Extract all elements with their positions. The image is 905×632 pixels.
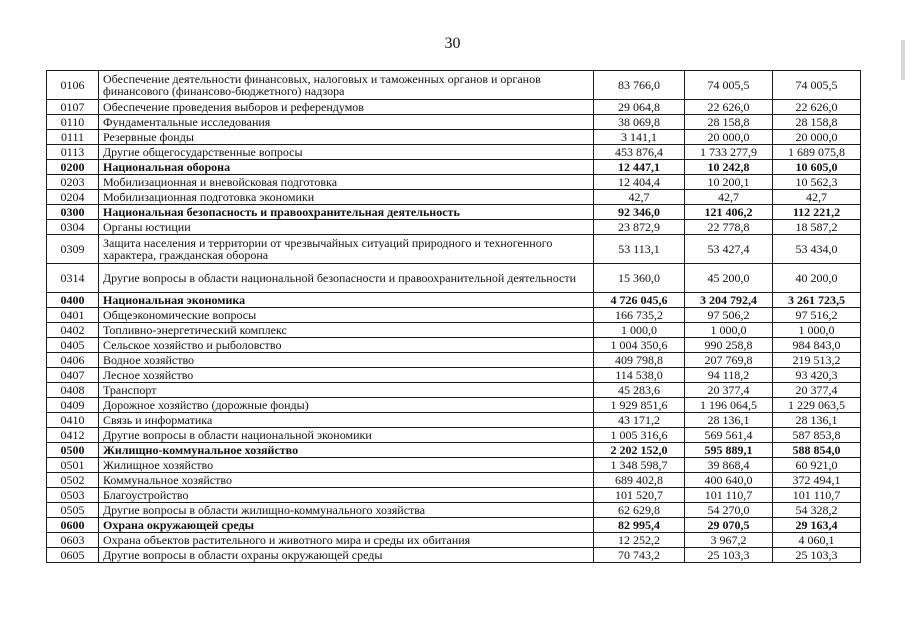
row-value-3: 372 494,1 [773, 473, 861, 488]
table-row [47, 458, 861, 473]
row-value-2: 595 889,1 [685, 443, 773, 458]
row-value-1: 114 538,0 [594, 368, 685, 383]
table-row [47, 264, 861, 293]
row-code: 0113 [47, 145, 99, 160]
row-value-3: 101 110,7 [773, 488, 861, 503]
table-row [47, 428, 861, 443]
row-value-3: 74 005,5 [773, 71, 861, 100]
row-name: Охрана объектов растительного и животного мира и среды их обитания [99, 533, 594, 548]
row-value-1: 92 346,0 [594, 205, 685, 220]
row-code: 0110 [47, 115, 99, 130]
row-value-2: 25 103,3 [685, 548, 773, 563]
row-code: 0410 [47, 413, 99, 428]
table-row [47, 548, 861, 563]
row-value-3: 18 587,2 [773, 220, 861, 235]
row-value-2: 1 733 277,9 [685, 145, 773, 160]
table-row [47, 488, 861, 503]
row-value-3: 93 420,3 [773, 368, 861, 383]
row-code: 0401 [47, 308, 99, 323]
row-value-2: 3 204 792,4 [685, 293, 773, 308]
row-code: 0605 [47, 548, 99, 563]
table-row [47, 205, 861, 220]
row-value-3: 3 261 723,5 [773, 293, 861, 308]
row-code: 0408 [47, 383, 99, 398]
row-name: Лесное хозяйство [99, 368, 594, 383]
table-row [47, 293, 861, 308]
page-edge-shadow [901, 40, 905, 80]
row-value-3: 10 605,0 [773, 160, 861, 175]
row-value-1: 1 004 350,6 [594, 338, 685, 353]
row-value-1: 23 872,9 [594, 220, 685, 235]
row-code: 0200 [47, 160, 99, 175]
row-value-1: 42,7 [594, 190, 685, 205]
row-value-3: 219 513,2 [773, 353, 861, 368]
budget-table [46, 70, 861, 563]
table-row [47, 175, 861, 190]
row-value-1: 53 113,1 [594, 235, 685, 264]
row-value-3: 54 328,2 [773, 503, 861, 518]
row-value-1: 70 743,2 [594, 548, 685, 563]
row-value-1: 12 252,2 [594, 533, 685, 548]
row-value-2: 53 427,4 [685, 235, 773, 264]
row-name: Другие общегосударственные вопросы [99, 145, 594, 160]
row-name: Мобилизационная подготовка экономики [99, 190, 594, 205]
row-value-3: 10 562,3 [773, 175, 861, 190]
row-value-2: 10 242,8 [685, 160, 773, 175]
row-code: 0400 [47, 293, 99, 308]
row-name: Обеспечение проведения выборов и референдумов [99, 100, 594, 115]
row-name: Дорожное хозяйство (дорожные фонды) [99, 398, 594, 413]
row-value-3: 20 377,4 [773, 383, 861, 398]
row-name: Национальная оборона [99, 160, 594, 175]
row-value-2: 28 158,8 [685, 115, 773, 130]
row-name: Сельское хозяйство и рыболовство [99, 338, 594, 353]
table-row [47, 518, 861, 533]
row-value-2: 207 769,8 [685, 353, 773, 368]
row-value-3: 1 000,0 [773, 323, 861, 338]
table-row [47, 533, 861, 548]
row-code: 0402 [47, 323, 99, 338]
row-code: 0111 [47, 130, 99, 145]
row-value-1: 166 735,2 [594, 308, 685, 323]
row-value-1: 2 202 152,0 [594, 443, 685, 458]
row-name: Охрана окружающей среды [99, 518, 594, 533]
row-code: 0300 [47, 205, 99, 220]
row-code: 0106 [47, 71, 99, 100]
row-value-1: 62 629,8 [594, 503, 685, 518]
row-value-3: 60 921,0 [773, 458, 861, 473]
row-value-3: 42,7 [773, 190, 861, 205]
table-row [47, 383, 861, 398]
table-row [47, 503, 861, 518]
row-value-3: 53 434,0 [773, 235, 861, 264]
row-code: 0314 [47, 264, 99, 293]
row-code: 0309 [47, 235, 99, 264]
row-value-3: 984 843,0 [773, 338, 861, 353]
row-name: Жилищное хозяйство [99, 458, 594, 473]
row-code: 0500 [47, 443, 99, 458]
row-code: 0407 [47, 368, 99, 383]
row-value-2: 569 561,4 [685, 428, 773, 443]
row-value-1: 45 283,6 [594, 383, 685, 398]
row-value-1: 3 141,1 [594, 130, 685, 145]
table-row [47, 115, 861, 130]
row-name: Другие вопросы в области жилищно-коммунального хозяйства [99, 503, 594, 518]
row-value-1: 1 000,0 [594, 323, 685, 338]
row-value-2: 94 118,2 [685, 368, 773, 383]
row-value-2: 45 200,0 [685, 264, 773, 293]
row-value-1: 101 520,7 [594, 488, 685, 503]
row-name: Топливно-энергетический комплекс [99, 323, 594, 338]
table-row [47, 130, 861, 145]
row-value-3: 28 136,1 [773, 413, 861, 428]
row-name: Другие вопросы в области охраны окружающей среды [99, 548, 594, 563]
row-name: Мобилизационная и вневойсковая подготовка [99, 175, 594, 190]
row-value-3: 29 163,4 [773, 518, 861, 533]
row-value-2: 1 000,0 [685, 323, 773, 338]
row-value-3: 1 229 063,5 [773, 398, 861, 413]
row-name: Защита населения и территории от чрезвычайных ситуаций природного и техногенного характера, гражданская оборона [99, 235, 594, 264]
row-code: 0405 [47, 338, 99, 353]
row-value-1: 1 929 851,6 [594, 398, 685, 413]
row-value-3: 20 000,0 [773, 130, 861, 145]
table-row [47, 398, 861, 413]
row-value-2: 10 200,1 [685, 175, 773, 190]
row-value-2: 101 110,7 [685, 488, 773, 503]
row-code: 0502 [47, 473, 99, 488]
row-value-3: 22 626,0 [773, 100, 861, 115]
row-value-1: 15 360,0 [594, 264, 685, 293]
row-name: Транспорт [99, 383, 594, 398]
row-value-2: 54 270,0 [685, 503, 773, 518]
row-code: 0304 [47, 220, 99, 235]
row-value-1: 43 171,2 [594, 413, 685, 428]
row-code: 0501 [47, 458, 99, 473]
row-name: Водное хозяйство [99, 353, 594, 368]
row-code: 0204 [47, 190, 99, 205]
table-row [47, 190, 861, 205]
table-row [47, 235, 861, 264]
row-value-2: 20 000,0 [685, 130, 773, 145]
row-code: 0412 [47, 428, 99, 443]
row-value-2: 3 967,2 [685, 533, 773, 548]
row-value-2: 39 868,4 [685, 458, 773, 473]
row-value-1: 38 069,8 [594, 115, 685, 130]
row-value-3: 1 689 075,8 [773, 145, 861, 160]
row-value-2: 22 626,0 [685, 100, 773, 115]
row-value-1: 453 876,4 [594, 145, 685, 160]
row-name: Резервные фонды [99, 130, 594, 145]
row-value-1: 29 064,8 [594, 100, 685, 115]
table-row [47, 323, 861, 338]
table-body [47, 71, 861, 563]
row-name: Фундаментальные исследования [99, 115, 594, 130]
table-row [47, 100, 861, 115]
row-value-2: 29 070,5 [685, 518, 773, 533]
row-value-3: 112 221,2 [773, 205, 861, 220]
row-name: Коммунальное хозяйство [99, 473, 594, 488]
row-name: Национальная безопасность и правоохранительная деятельность [99, 205, 594, 220]
row-name: Благоустройство [99, 488, 594, 503]
row-value-1: 1 348 598,7 [594, 458, 685, 473]
row-value-1: 689 402,8 [594, 473, 685, 488]
row-name: Общеэкономические вопросы [99, 308, 594, 323]
table-row [47, 413, 861, 428]
table-row [47, 353, 861, 368]
row-name: Жилищно-коммунальное хозяйство [99, 443, 594, 458]
row-value-1: 12 404,4 [594, 175, 685, 190]
row-name: Обеспечение деятельности финансовых, налоговых и таможенных органов и органов финансового (финансово-бюджетного) надзора [99, 71, 594, 100]
row-value-2: 28 136,1 [685, 413, 773, 428]
row-value-1: 4 726 045,6 [594, 293, 685, 308]
row-name: Связь и информатика [99, 413, 594, 428]
row-value-3: 25 103,3 [773, 548, 861, 563]
row-code: 0603 [47, 533, 99, 548]
row-value-1: 409 798,8 [594, 353, 685, 368]
table-row [47, 473, 861, 488]
row-value-2: 97 506,2 [685, 308, 773, 323]
row-name: Другие вопросы в области национальной безопасности и правоохранительной деятельности [99, 264, 594, 293]
row-value-3: 4 060,1 [773, 533, 861, 548]
row-value-2: 121 406,2 [685, 205, 773, 220]
row-value-1: 82 995,4 [594, 518, 685, 533]
row-code: 0503 [47, 488, 99, 503]
row-value-1: 83 766,0 [594, 71, 685, 100]
row-code: 0600 [47, 518, 99, 533]
table-row [47, 368, 861, 383]
row-code: 0203 [47, 175, 99, 190]
row-value-3: 97 516,2 [773, 308, 861, 323]
row-value-2: 74 005,5 [685, 71, 773, 100]
page-number: 30 [444, 35, 461, 52]
row-name: Другие вопросы в области национальной экономики [99, 428, 594, 443]
row-value-2: 22 778,8 [685, 220, 773, 235]
row-code: 0406 [47, 353, 99, 368]
row-value-2: 1 196 064,5 [685, 398, 773, 413]
table-row [47, 338, 861, 353]
row-name: Органы юстиции [99, 220, 594, 235]
table-row [47, 71, 861, 100]
row-value-3: 587 853,8 [773, 428, 861, 443]
row-code: 0505 [47, 503, 99, 518]
row-name: Национальная экономика [99, 293, 594, 308]
table-row [47, 308, 861, 323]
row-value-3: 28 158,8 [773, 115, 861, 130]
table-row [47, 443, 861, 458]
row-value-2: 20 377,4 [685, 383, 773, 398]
row-value-2: 990 258,8 [685, 338, 773, 353]
table-row [47, 160, 861, 175]
row-value-1: 1 005 316,6 [594, 428, 685, 443]
row-value-2: 42,7 [685, 190, 773, 205]
table-row [47, 220, 861, 235]
table-row [47, 145, 861, 160]
row-value-1: 12 447,1 [594, 160, 685, 175]
row-value-2: 400 640,0 [685, 473, 773, 488]
row-value-3: 40 200,0 [773, 264, 861, 293]
row-value-3: 588 854,0 [773, 443, 861, 458]
row-code: 0409 [47, 398, 99, 413]
row-code: 0107 [47, 100, 99, 115]
